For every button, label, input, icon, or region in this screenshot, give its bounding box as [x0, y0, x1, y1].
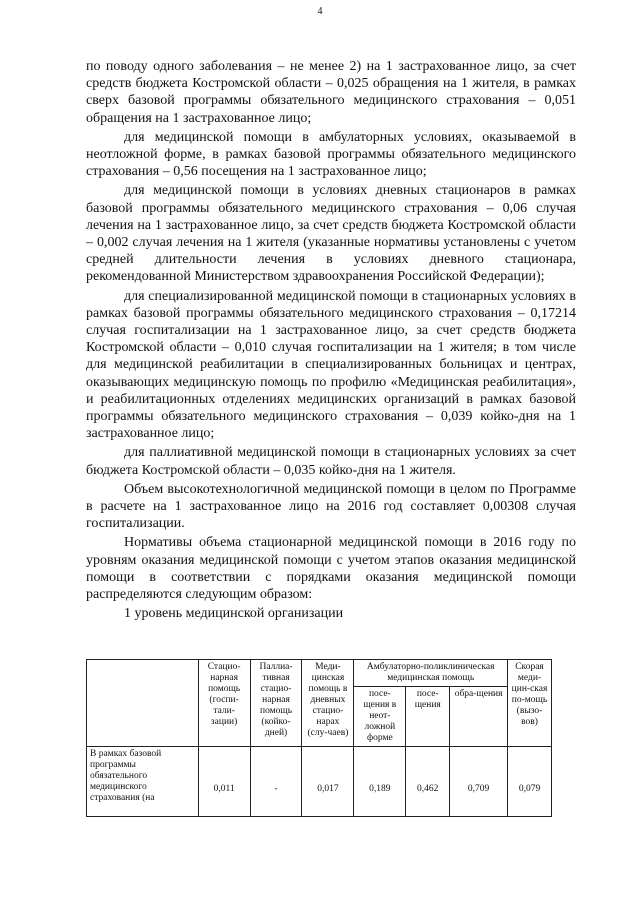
paragraph-high-tech-care: Объем высокотехнологичной медицинской помощи в целом по Программе в расчете на 1 застрахованное лицо на 2016 год составляет 0,00308 случая госпитализации. [86, 481, 576, 532]
cell-visits-emergency: 0,189 [354, 747, 406, 817]
paragraph-day-hospital: для медицинской помощи в условиях дневных стационаров в рамках базовой программы обязательного медицинского страхования – 0,06 случая лечения на 1 застрахованное лицо, за счет средств бюджета Костромской области – 0,002 случая лечения на 1 жителя (указанные нормативы установлены с учетом средней длительности лечения в условиях дневного стационара, рекомендованной Министерством здравоохранения Российской Федерации); [86, 183, 576, 285]
header-palliative: Паллиа-тивная стацио-нарная помощь (койко-дней) [250, 660, 302, 747]
cell-day-hospital: 0,017 [302, 747, 354, 817]
header-visits-emergency: посе-щения в неот-ложной форме [354, 687, 406, 747]
header-ambulatory-group: Амбулаторно-поликлиническая медицинская помощь [354, 660, 508, 687]
document-body [86, 58, 576, 623]
normatives-table [86, 659, 552, 817]
header-ambulance: Скорая меди-цин-ская по-мощь (вызо-вов) [508, 660, 552, 747]
paragraph-specialized-care: для специализированной медицинской помощи в стационарных условиях в рамках базовой программы обязательного медицинского страхования – 0,17214 случая госпитализации на 1 застрахованное лицо, за счет средств бюджета Костромской области – 0,010 случая госпитализации на 1 жителя; в том числе для медицинской реабилитации в специализированных больницах и центрах, оказывающих медицинскую помощь по профилю «Медицинская реабилитация», и реабилитационных отделениях медицинских организаций в рамках базовой программы обязательного медицинского страхования – 0,039 койко-дня на 1 застрахованное лицо; [86, 288, 576, 442]
header-appeals: обра-щения [450, 687, 508, 747]
paragraph-normatives-intro: Нормативы объема стационарной медицинской помощи в 2016 году по уровням оказания медицинской помощи с учетом этапов оказания медицинской помощи в соответствии с порядками оказания медицинской помощи распределяются следующим образом: [86, 535, 576, 603]
cell-ambulance: 0,079 [508, 747, 552, 817]
cell-visits: 0,462 [406, 747, 450, 817]
cell-stationary: 0,011 [198, 747, 250, 817]
header-visits: посе-щения [406, 687, 450, 747]
page-number: 4 [317, 6, 323, 17]
header-stationary: Стацио-нарная помощь (госпи-тали-зации) [198, 660, 250, 747]
row-label: В рамках базовой программы обязательного медицинского страхования (на [87, 747, 199, 817]
header-empty-cell [87, 660, 199, 747]
paragraph-ambulatory-continuation: по поводу одного заболевания – не менее 2) на 1 застрахованное лицо, за счет средств бюджета Костромской области – 0,025 обращения на 1 жителя, в рамках сверх базовой программы обязательного медицинского страхования – 0,051 обращения на 1 застрахованное лицо; [86, 59, 576, 126]
paragraph-palliative-care: для паллиативной медицинской помощи в стационарных условиях за счет бюджета Костромской области – 0,035 койко-дня на 1 жителя. [86, 445, 576, 478]
cell-palliative: - [250, 747, 302, 817]
table-header-row [87, 660, 552, 687]
paragraph-emergency-ambulatory: для медицинской помощи в амбулаторных условиях, оказываемой в неотложной форме, в рамках базовой программы обязательного медицинского страхования – 0,56 посещения на 1 застрахованное лицо; [86, 129, 576, 180]
table-row [87, 747, 552, 817]
section-heading-level-1: 1 уровень медицинской организации [124, 606, 344, 622]
header-day-hospital: Меди-цинская помощь в дневных стацио-нарах (слу-чаев) [302, 660, 354, 747]
cell-appeals: 0,709 [450, 747, 508, 817]
